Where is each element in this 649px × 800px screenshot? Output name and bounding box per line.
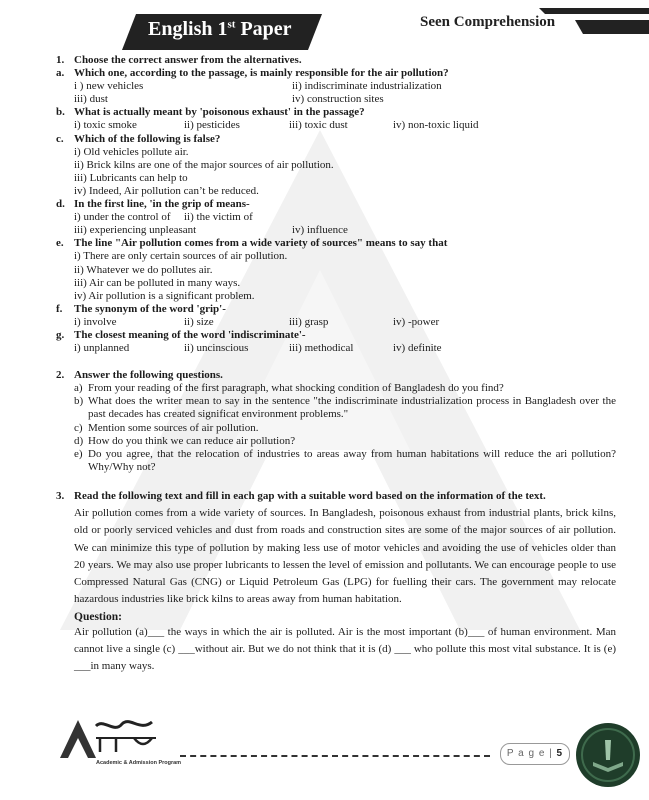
mcq-option-c2: ii) Brick kilns are one of the major sources of air pollution.	[74, 158, 334, 171]
question-item-c: c) Mention some sources of air pollution.	[74, 421, 259, 434]
gap-fill-text: Air pollution (a)___ the ways in which the air is polluted. Air is the most important (b)___ of human environment. Man cannot live a single (c) ___without air. But we do not think that it is (d) ___ who pollute this most vital substance. It is (e) ___in many ways.	[74, 625, 616, 673]
mcq-option-e2: ii) Whatever we do pollutes air.	[74, 263, 213, 276]
mcq-options-f: i) involve ii) size iii) grasp iv) -power	[74, 315, 440, 328]
section-label: Seen Comprehension	[420, 14, 556, 30]
page-number-box: P a g e | 5	[500, 743, 570, 765]
question-item-d: d) How do you think we can reduce air pollution?	[74, 434, 296, 447]
part2-heading: 2. Answer the following questions.	[56, 369, 223, 382]
mcq-option-c4: iv) Indeed, Air pollution can’t be reduced.	[74, 184, 259, 197]
mcq-question-e: e. The line "Air pollution comes from a wide variety of sources" means to say that	[56, 237, 448, 250]
question-item-a: a) From your reading of the first paragraph, what shocking condition of Bangladesh do you find?	[74, 382, 504, 395]
page-number: 5	[556, 748, 564, 759]
worksheet-content	[56, 54, 616, 676]
mcq-question-a: a. Which one, according to the passage, is mainly responsible for the air pollution?	[56, 67, 449, 80]
mcq-options-b: i) toxic smoke ii) pesticides iii) toxic dust iv) non-toxic liquid	[74, 119, 479, 132]
seal-logo	[575, 722, 641, 788]
question-item-b: b) What does the writer mean to say in the sentence "the indiscriminate industrialization process in Bangladesh over the past decades has created significat environment problems."	[74, 395, 616, 421]
mcq-options-d-row2: iii) experiencing unpleasant iv) influence	[74, 224, 348, 237]
question-label: Question:	[74, 610, 122, 623]
mcq-question-f: f. The synonym of the word 'grip'-	[56, 302, 226, 315]
mcq-question-b: b. What is actually meant by 'poisonous exhaust' in the passage?	[56, 106, 365, 119]
footer-divider	[180, 755, 490, 757]
mcq-question-g: g. The closest meaning of the word 'indiscriminate'-	[56, 328, 306, 341]
part3-heading: 3. Read the following text and fill in each gap with a suitable word based on the information of the text.	[56, 489, 546, 502]
page-title: English 1st Paper	[148, 18, 292, 40]
mcq-options-d-row1: i) under the control of ii) the victim of	[74, 211, 253, 224]
mcq-option-e3: iii) Air can be polluted in many ways.	[74, 276, 241, 289]
mcq-option-c3: iii) Lubricants can help to	[74, 171, 188, 184]
mcq-option-c1: i) Old vehicles pollute air.	[74, 145, 189, 158]
part1-heading: 1. Choose the correct answer from the alternatives.	[56, 54, 302, 66]
logo-tagline: Academic & Admission Program	[96, 760, 182, 766]
mcq-options-a-row2: iii) dust iv) construction sites	[74, 93, 384, 106]
mcq-options-a-row1: i ) new vehicles ii) indiscriminate industrialization	[74, 80, 442, 93]
mcq-option-e1: i) There are only certain sources of air pollution.	[74, 250, 288, 263]
mcq-option-e4: iv) Air pollution is a significant problem.	[74, 289, 255, 302]
header-decorative-bars	[519, 0, 649, 40]
brand-logo	[56, 712, 182, 772]
mcq-options-g: i) unplanned ii) uncinscious iii) methodical iv) definite	[74, 342, 442, 355]
question-item-e: e) Do you agree, that the relocation of industries to areas away from human habitations will reduce the ari pollution? Why/Why not?	[74, 447, 616, 473]
mcq-question-c: c. Which of the following is false?	[56, 132, 221, 145]
mcq-question-d: d. In the first line, 'in the grip of means-	[56, 198, 250, 211]
passage-text: Air pollution comes from a wide variety of sources. In Bangladesh, poisonous exhaust from industrial plants, brick kilns, old or poorly serviced vehicles and dust from roads and construction sites are some of the major sources of air pollution. We can minimize this type of pollution by making less use of motor vehicles and avoiding the use of vehicles older than 20 years. We may also use proper lubricants to lessen the level of emission and pollutants. We can encourage people to use Compressed Natural Gas (CNG) or Liquid Petroleum Gas (LPG) for fuelling their cars. The government may relocate hazardous industries like brick kilns to areas away from human habitation.	[74, 507, 616, 606]
